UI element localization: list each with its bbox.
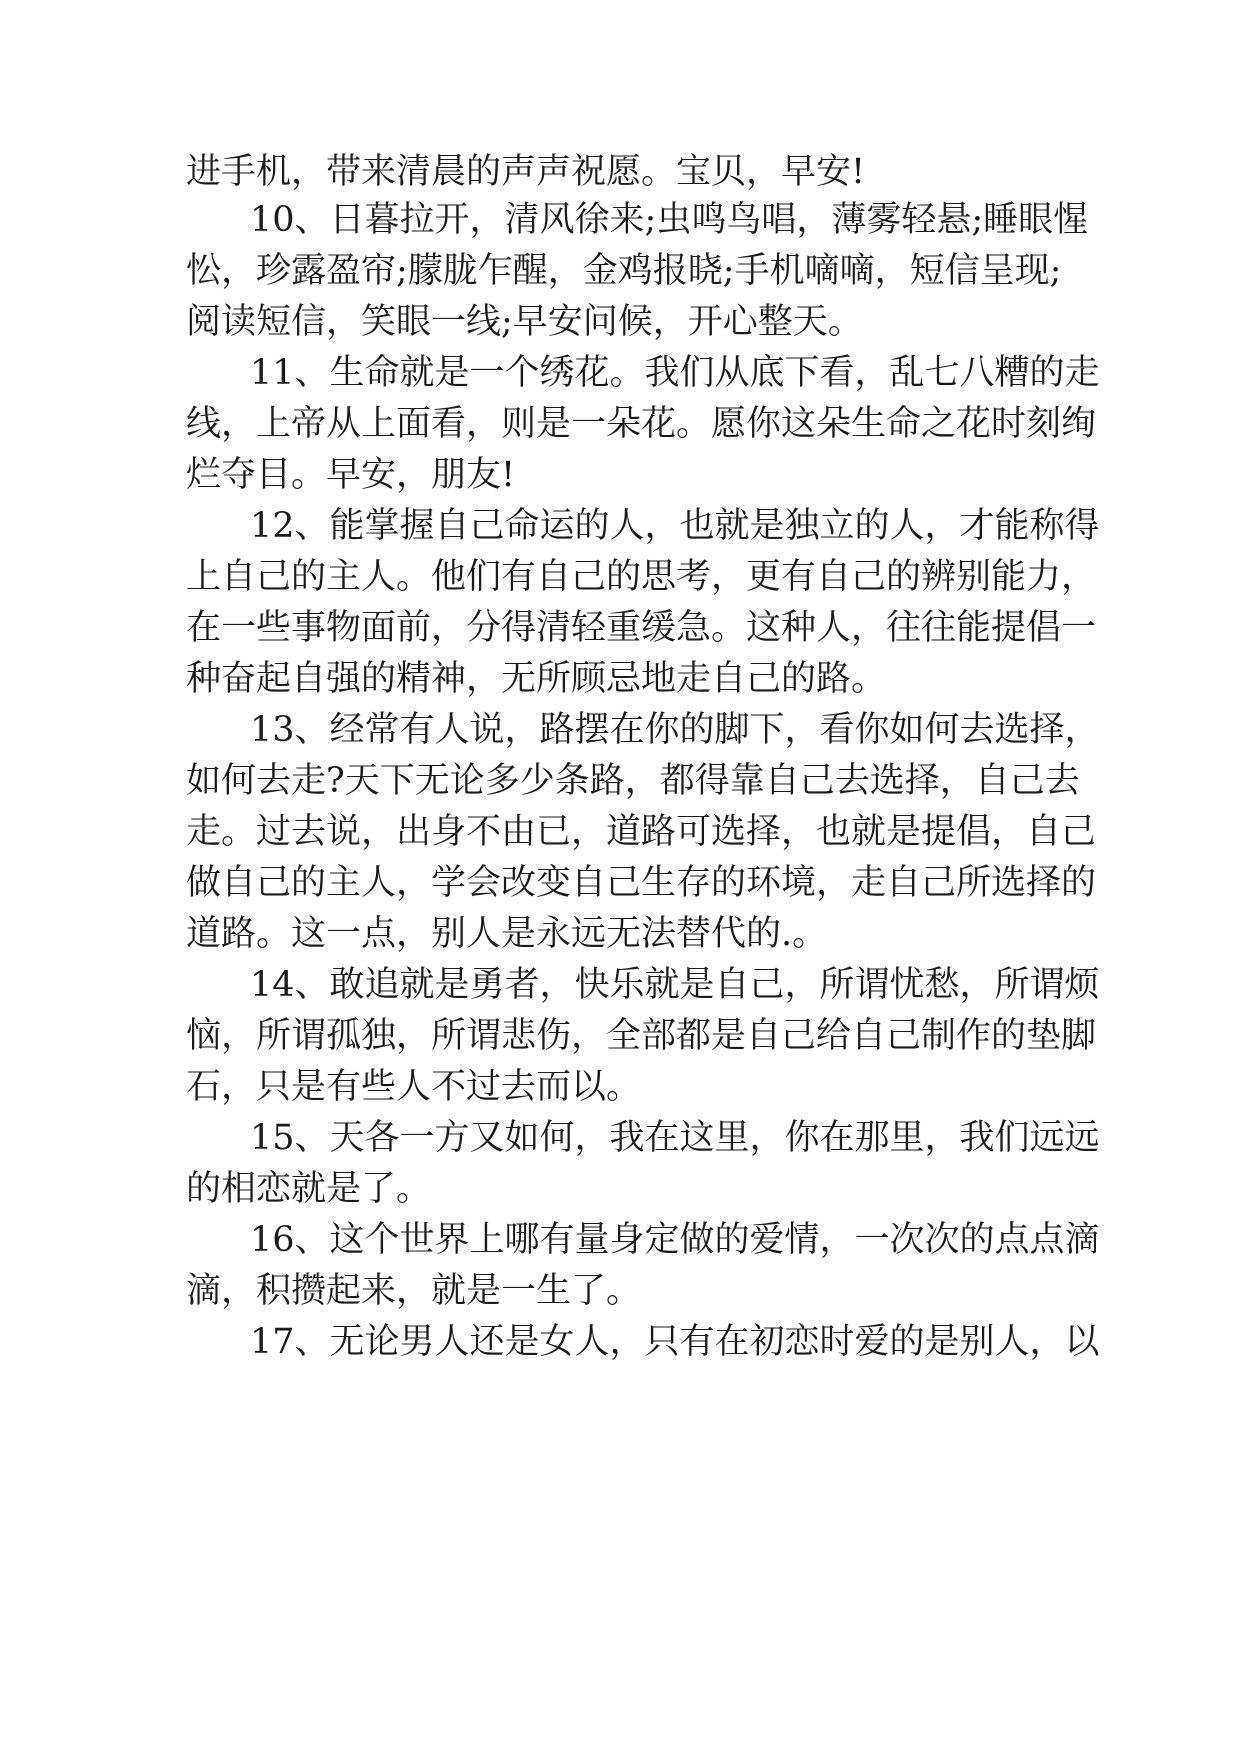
text-line: 上自己的主人。他们有自己的思考，更有自己的辨别能力， xyxy=(186,557,1097,597)
text-line: 走。过去说，出身不由已，道路可选择，也就是提倡，自己 xyxy=(186,812,1097,852)
text-line: 恼，所谓孤独，所谓悲伤，全部都是自己给自己制作的垫脚 xyxy=(186,1016,1097,1056)
text-line: 11、生命就是一个绣花。我们从底下看，乱七八糟的走 xyxy=(250,353,1100,393)
text-line: 道路。这一点，别人是永远无法替代的.。 xyxy=(186,914,828,954)
text-line: 13、经常有人说，路摆在你的脚下，看你如何去选择， xyxy=(250,710,1100,750)
text-line: 烂夺目。早安，朋友! xyxy=(186,455,516,495)
text-line: 阅读短信，笑眼一线;早安问候，开心整天。 xyxy=(186,302,863,342)
text-line: 在一些事物面前，分得清轻重缓急。这种人，往往能提倡一 xyxy=(186,608,1097,648)
text-line: 16、这个世界上哪有量身定做的爱情，一次次的点点滴 xyxy=(250,1220,1100,1260)
text-line: 石，只是有些人不过去而以。 xyxy=(186,1067,642,1107)
text-line: 进手机，带来清晨的声声祝愿。宝贝，早安! xyxy=(186,152,866,192)
text-line: 12、能掌握自己命运的人，也就是独立的人，才能称得 xyxy=(250,506,1100,546)
text-line: 17、无论男人还是女人，只有在初恋时爱的是别人，以 xyxy=(250,1322,1100,1362)
text-line: 如何去走?天下无论多少条路，都得靠自己去选择，自己去 xyxy=(186,761,1080,801)
text-line: 14、敢追就是勇者，快乐就是自己，所谓忧愁，所谓烦 xyxy=(250,965,1100,1005)
text-line: 忪，珍露盈帘;朦胧乍醒，金鸡报晓;手机嘀嘀，短信呈现; xyxy=(186,251,1062,291)
text-line: 15、天各一方又如何，我在这里，你在那里，我们远远 xyxy=(250,1118,1100,1158)
text-line: 做自己的主人，学会改变自己生存的环境，走自己所选择的 xyxy=(186,863,1097,903)
text-line: 的相恋就是了。 xyxy=(186,1169,432,1209)
text-line: 滴，积攒起来，就是一生了。 xyxy=(186,1271,642,1311)
text-line: 线，上帝从上面看，则是一朵花。愿你这朵生命之花时刻绚 xyxy=(186,404,1097,444)
text-line: 10、日暮拉开，清风徐来;虫鸣鸟唱，薄雾轻悬;睡眼惺 xyxy=(250,200,1089,240)
text-line: 种奋起自强的精神，无所顾忌地走自己的路。 xyxy=(186,659,887,699)
